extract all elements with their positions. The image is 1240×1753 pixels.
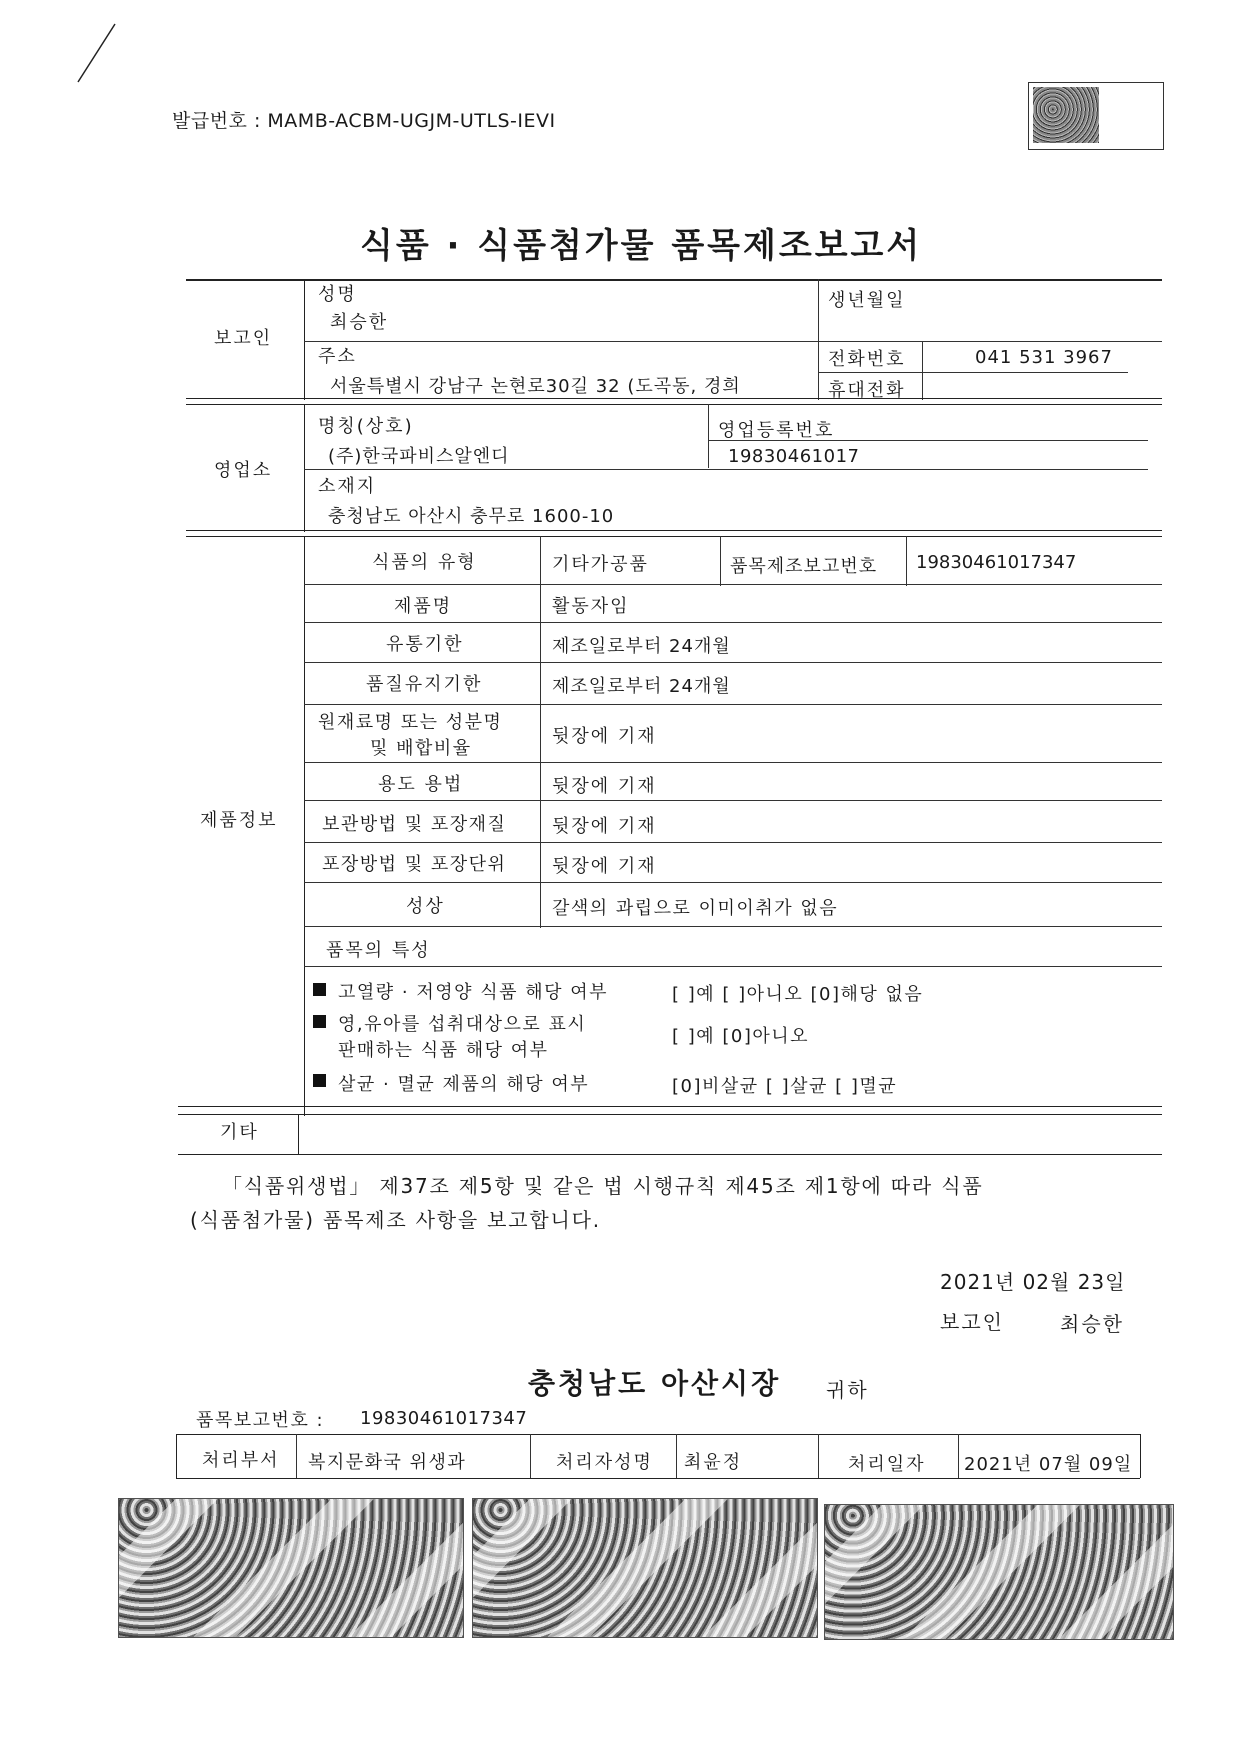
signer-label: 보고인 [940, 1310, 1004, 1334]
security-pattern [118, 1498, 464, 1638]
bullet-square-icon [313, 983, 326, 996]
check-question: 영,유아를 섭취대상으로 표시 [338, 1014, 587, 1035]
product-row-value: 기타가공품 [552, 554, 649, 575]
bullet-square-icon [313, 1015, 326, 1028]
product-row-label: 포장방법 및 포장단위 [322, 854, 507, 875]
dept-value: 복지문화국 위생과 [308, 1452, 467, 1473]
report-number-label: 품목제조보고번호 [730, 556, 878, 577]
processing-date-label: 처리일자 [848, 1454, 926, 1475]
registration-number: 19830461017 [728, 446, 860, 467]
reporter-name: 최승한 [330, 312, 389, 333]
features-label: 품목의 특성 [326, 940, 431, 961]
statement-line-2: (식품첨가물) 품목제조 사항을 보고합니다. [190, 1208, 601, 1232]
product-row-value: 뒷장에 기재 [552, 856, 657, 877]
product-row-label: 유통기한 [386, 634, 464, 655]
check-question: 고열량 · 저영양 식품 해당 여부 [338, 982, 608, 1003]
location-label: 소재지 [318, 476, 377, 497]
product-row-label: 성상 [406, 896, 445, 917]
pen-mark [70, 20, 120, 90]
name-label: 성명 [318, 284, 357, 305]
product-row-value: 활동자임 [552, 596, 630, 617]
reporter-section-label: 보고인 [214, 328, 273, 349]
check-answer: [0]비살균 [ ]살균 [ ]멸균 [672, 1076, 898, 1097]
document-title: 식품 · 식품첨가물 품목제조보고서 [360, 226, 923, 266]
processing-date: 2021년 07월 09일 [964, 1454, 1133, 1475]
other-label: 기타 [220, 1122, 259, 1143]
statement-line-1: 「식품위생법」 제37조 제5항 및 같은 법 시행규칙 제45조 제1항에 따라 식품 [222, 1174, 984, 1198]
product-row-label: 제품명 [394, 596, 453, 617]
mobile-label: 휴대전화 [828, 380, 906, 401]
check-answer: [ ]예 [0]아니오 [672, 1026, 810, 1047]
handler-label: 처리자성명 [556, 1452, 653, 1473]
security-pattern [472, 1498, 818, 1638]
handler-value: 최윤정 [684, 1452, 743, 1473]
registration-label: 영업등록번호 [718, 420, 835, 441]
product-row-label-2: 및 배합비율 [370, 738, 472, 759]
issue-number-value: MAMB-ACBM-UGJM-UTLS-IEVI [267, 110, 556, 132]
product-row-label: 보관방법 및 포장재질 [322, 814, 507, 835]
product-row-label: 품질유지기한 [366, 674, 483, 695]
check-question: 살균 · 멸균 제품의 해당 여부 [338, 1074, 590, 1095]
addressee-name: 충청남도 아산시장 [528, 1367, 782, 1400]
check-answer: [ ]예 [ ]아니오 [0]해당 없음 [672, 984, 924, 1005]
business-section-label: 영업소 [214, 460, 273, 481]
document-stamp [1028, 82, 1164, 150]
check-question-2: 판매하는 식품 해당 여부 [338, 1040, 549, 1061]
issue-number [172, 106, 556, 133]
signer-name: 최승한 [1060, 1312, 1124, 1336]
product-row-value: 뒷장에 기재 [552, 776, 657, 797]
dept-label: 처리부서 [202, 1450, 280, 1471]
product-row-value: 뒷장에 기재 [552, 726, 657, 747]
company-name: (주)한국파비스알엔디 [328, 446, 510, 467]
report-date: 2021년 02월 23일 [940, 1270, 1126, 1294]
processing-report-label: 품목보고번호 : [196, 1410, 325, 1431]
reporter-address: 서울특별시 강남구 논현로30길 32 (도곡동, 경희 [330, 376, 741, 397]
processing-report-number: 19830461017347 [360, 1408, 528, 1429]
addressee-suffix: 귀하 [826, 1378, 869, 1402]
product-section-label: 제품정보 [200, 810, 278, 831]
phone-number: 041 531 3967 [975, 347, 1113, 368]
product-row-label: 식품의 유형 [372, 552, 477, 573]
issue-number-label: 발급번호 : [172, 110, 261, 132]
company-label: 명칭(상호) [318, 416, 414, 437]
product-row-value: 갈색의 과립으로 이미이취가 없음 [552, 898, 839, 919]
product-row-label: 용도 용법 [378, 774, 464, 795]
product-row-value: 제조일로부터 24개월 [552, 636, 731, 657]
bullet-square-icon [313, 1074, 326, 1087]
address-label: 주소 [318, 346, 357, 367]
product-row-label: 원재료명 또는 성분명 [318, 712, 503, 733]
product-row-value: 제조일로부터 24개월 [552, 676, 731, 697]
business-location: 충청남도 아산시 충무로 1600-10 [328, 506, 615, 527]
security-pattern [824, 1504, 1174, 1640]
report-number: 19830461017347 [916, 552, 1077, 573]
phone-label: 전화번호 [828, 349, 906, 370]
birth-label: 생년월일 [828, 290, 906, 311]
product-row-value: 뒷장에 기재 [552, 816, 657, 837]
